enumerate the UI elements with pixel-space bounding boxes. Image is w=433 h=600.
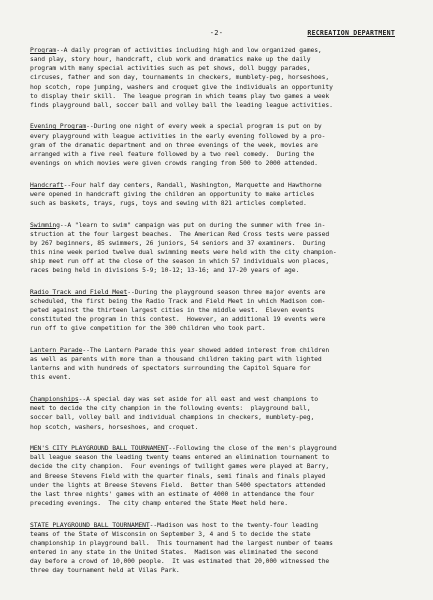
paragraph-text: --Madison was host to the twenty-four leading teams of the State of Wisconsin on September 3, 4 and 5 to decide the state championship in playground ball. This tournament had the largest number of teams entered in any state in the United States. Madison was eliminated the second day before a crowd of 10,000 people. It was estimated that 20,000 witnessed the three day tournament held at Vilas Park.	[30, 521, 333, 575]
paragraph-text: --During the playground season three major events are scheduled, the first being the Radio Track and Field Meet in which Madison com- peted against the thirteen largest cities in the middle west. Eleven events constituted the program in this contest. However, an additional 19 events were run off to give competition for the 300 children who took part.	[30, 288, 326, 333]
paragraph-text: --Following the close of the men's playground ball league season the leading twenty teams entered an elimination tournament to decide the city champion. Four evenings of twilight games were played at Barry, and Breese Stevens Field with the quarter finals, semi finals and finals played under the lights at Breese Stevens Field. Better than 5400 spectators attended the last three nights' games with an estimate of 4000 in attendance the four preceding evenings. The city champ entered the State Meet held here.	[30, 445, 337, 507]
paragraph-heading: Evening Program	[30, 123, 87, 131]
paragraph-heading: Championships	[30, 396, 79, 404]
paragraph-text: --Four half day centers, Randall, Washington, Marquette and Hawthorne were opened in handcraft giving the children an opportunity to make articles such as baskets, trays, rugs, toys and sewing with 821 articles completed.	[30, 181, 322, 207]
paragraph-radio-track-meet	[30, 288, 399, 334]
paragraph-mens-tournament	[30, 444, 399, 508]
paragraph-evening-program	[30, 122, 399, 168]
paragraph-handcraft	[30, 181, 399, 208]
paragraph-heading: Radio Track and Field Meet	[30, 288, 128, 296]
paragraph-heading: Program	[30, 47, 57, 54]
page-number: -2-	[209, 29, 224, 37]
department-heading: RECREATION DEPARTMENT	[307, 29, 395, 37]
document-body	[30, 46, 399, 588]
paragraph-lantern-parade	[30, 346, 399, 383]
paragraph-heading: Swimming	[30, 221, 60, 229]
paragraph-program	[30, 46, 399, 110]
paragraph-text: --During one night of every week a special program is put on by every playground with league activities in the early evening followed by a pro- gram of the dramatic department and on three evenings of the week, movies are arranged with a five reel feature followed by a two reel comedy. During the evenings on which movies were given crowds ranging from 500 to 2000 attended.	[30, 123, 326, 168]
paragraph-text: --The Lantern Parade this year showed added interest from children as well as parents with more than a thousand children taking part with lighted lanterns and with hundreds of spectators surrounding the Capitol Square for this event.	[30, 347, 330, 382]
paragraph-championships	[30, 395, 399, 432]
paragraph-text: --A daily program of activities including high and low organized games, sand play, story hour, handcraft, club work and dramatics make up the daily program with many special activities such as pet shows, doll buggy parades, circuses, father and son day, tournaments in checkers, mumblety-peg, horseshoes, hop scotch, rope jumping, washers and croquet give the individuals an opportunity to display their skill. The league program in which teams play two games a week finds playground ball, soccer ball and volley ball the leading league activities.	[30, 47, 333, 109]
paragraph-text: --A "learn to swim" campaign was put on during the summer with free in- struction at the four largest beaches. The American Red Cross tests were passed by 267 beginners, 85 swimmers, 26 juniors, 54 seniors and 37 examiners. During this nine week period twelve dual swimming meets were held with the city champion- ship meet run off at the close of the season in which 57 individuals won places, races being held in divisions 5-9; 10-12; 13-16; and 17-20 years of age.	[30, 221, 337, 275]
paragraph-heading: MEN'S CITY PLAYGROUND BALL TOURNAMENT	[30, 445, 169, 453]
paragraph-text: --A special day was set aside for all east and west champions to meet to decide the city champion in the following events: playground ball, soccer ball, volley ball and individual champions in checkers, mumblety-peg, hop scotch, washers, horseshoes, and croquet.	[30, 396, 318, 431]
paragraph-heading: Handcraft	[30, 181, 64, 189]
paragraph-state-tournament	[30, 521, 399, 576]
paragraph-heading: Lantern Parade	[30, 347, 83, 355]
paragraph-heading: STATE PLAYGROUND BALL TOURNAMENT	[30, 521, 150, 529]
paragraph-swimming	[30, 221, 399, 276]
